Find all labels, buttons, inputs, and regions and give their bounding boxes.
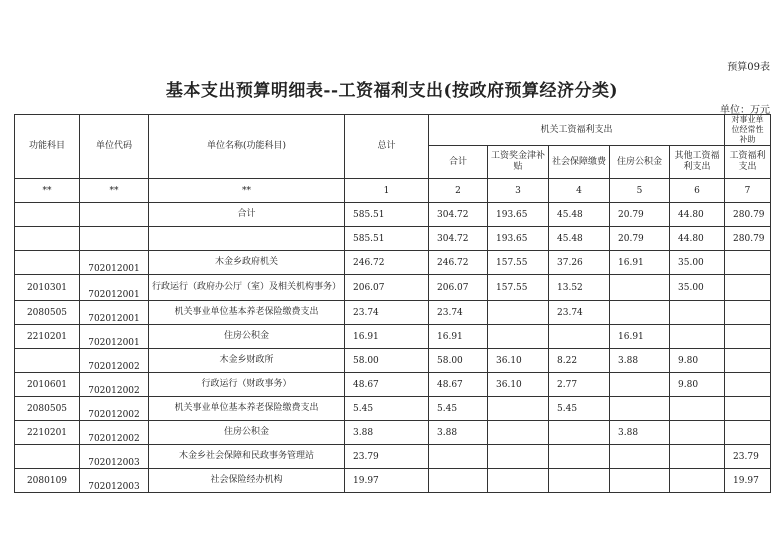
- amount-cell: 19.97: [345, 469, 429, 493]
- amount-cell: [725, 301, 771, 325]
- amount-cell: 16.91: [610, 325, 670, 349]
- header-subsidy: 工资福利支出: [725, 146, 771, 179]
- amount-cell: 3.88: [429, 421, 488, 445]
- unit-code-cell: 702012003: [80, 445, 149, 469]
- amount-cell: 206.07: [429, 275, 488, 301]
- amount-cell: 44.80: [670, 227, 725, 251]
- header-other: 其他工资福利支出: [670, 146, 725, 179]
- table-row: [15, 469, 771, 493]
- func-subject-cell: 2080505: [15, 397, 80, 421]
- amount-cell: 304.72: [429, 227, 488, 251]
- amount-cell: 23.74: [429, 301, 488, 325]
- amount-cell: [549, 469, 610, 493]
- amount-cell: [429, 469, 488, 493]
- header-subtotal: 合计: [429, 146, 488, 179]
- unit-code-cell: 702012001: [80, 301, 149, 325]
- amount-cell: [670, 301, 725, 325]
- amount-cell: [488, 469, 549, 493]
- amount-cell: 246.72: [429, 251, 488, 275]
- amount-cell: [488, 421, 549, 445]
- amount-cell: [725, 251, 771, 275]
- amount-cell: 20.79: [610, 227, 670, 251]
- unit-name-cell: 机关事业单位基本养老保险缴费支出: [149, 301, 345, 325]
- amount-cell: [725, 325, 771, 349]
- amount-cell: 585.51: [345, 227, 429, 251]
- amount-cell: [549, 445, 610, 469]
- unit-code-cell: 702012001: [80, 275, 149, 301]
- amount-cell: [429, 445, 488, 469]
- func-subject-cell: [15, 445, 80, 469]
- index-cell: 7: [725, 179, 771, 203]
- amount-cell: 23.74: [549, 301, 610, 325]
- amount-cell: 45.48: [549, 203, 610, 227]
- amount-cell: 304.72: [429, 203, 488, 227]
- unit-code-cell: 702012002: [80, 349, 149, 373]
- amount-cell: [488, 445, 549, 469]
- header-social: 社会保障缴费: [549, 146, 610, 179]
- index-cell: 3: [488, 179, 549, 203]
- header-unit-code: 单位代码: [80, 115, 149, 179]
- amount-cell: 280.79: [725, 203, 771, 227]
- unit-code-cell: 702012002: [80, 373, 149, 397]
- amount-cell: [725, 349, 771, 373]
- table-row: [15, 445, 771, 469]
- func-subject-cell: [15, 227, 80, 251]
- amount-cell: 35.00: [670, 275, 725, 301]
- table-row: [15, 325, 771, 349]
- amount-cell: [670, 325, 725, 349]
- amount-cell: 5.45: [429, 397, 488, 421]
- unit-name-cell: 机关事业单位基本养老保险缴费支出: [149, 397, 345, 421]
- amount-cell: 13.52: [549, 275, 610, 301]
- table-row: [15, 275, 771, 301]
- amount-cell: 23.79: [345, 445, 429, 469]
- amount-cell: 3.88: [610, 349, 670, 373]
- header-func-subject: 功能科目: [15, 115, 80, 179]
- amount-cell: [725, 397, 771, 421]
- index-cell: **: [149, 179, 345, 203]
- index-cell: **: [15, 179, 80, 203]
- amount-cell: 2.77: [549, 373, 610, 397]
- amount-cell: 23.79: [725, 445, 771, 469]
- table-row: [15, 349, 771, 373]
- amount-cell: [670, 397, 725, 421]
- unit-code-cell: 702012001: [80, 251, 149, 275]
- amount-cell: 16.91: [610, 251, 670, 275]
- header-group-org: 机关工资福利支出: [429, 115, 725, 146]
- unit-code-cell: 702012003: [80, 469, 149, 493]
- amount-cell: 8.22: [549, 349, 610, 373]
- index-row: [15, 179, 771, 203]
- unit-name-cell: 合计: [149, 203, 345, 227]
- unit-name-cell: [149, 227, 345, 251]
- unit-code-cell: 702012002: [80, 421, 149, 445]
- func-subject-cell: 2210201: [15, 421, 80, 445]
- header-total: 总计: [345, 115, 429, 179]
- index-cell: 2: [429, 179, 488, 203]
- index-cell: 6: [670, 179, 725, 203]
- unit-name-cell: 行政运行（财政事务）: [149, 373, 345, 397]
- table-row: [15, 301, 771, 325]
- amount-cell: 157.55: [488, 251, 549, 275]
- unit-code-cell: 702012001: [80, 325, 149, 349]
- unit-code-cell: 702012002: [80, 397, 149, 421]
- header-housing: 住房公积金: [610, 146, 670, 179]
- header-unit-name: 单位名称(功能科目): [149, 115, 345, 179]
- amount-cell: [610, 301, 670, 325]
- amount-cell: [725, 421, 771, 445]
- header-salary: 工资奖金津补贴: [488, 146, 549, 179]
- amount-cell: [610, 275, 670, 301]
- amount-cell: 23.74: [345, 301, 429, 325]
- func-subject-cell: 2210201: [15, 325, 80, 349]
- amount-cell: [670, 421, 725, 445]
- amount-cell: [610, 445, 670, 469]
- amount-cell: 9.80: [670, 349, 725, 373]
- func-subject-cell: 2010601: [15, 373, 80, 397]
- unit-name-cell: 住房公积金: [149, 421, 345, 445]
- form-code: 预算09表: [727, 62, 770, 73]
- amount-cell: 16.91: [429, 325, 488, 349]
- amount-cell: 9.80: [670, 373, 725, 397]
- index-cell: 1: [345, 179, 429, 203]
- amount-cell: 36.10: [488, 349, 549, 373]
- amount-cell: [610, 469, 670, 493]
- unit-name-cell: 住房公积金: [149, 325, 345, 349]
- amount-cell: 58.00: [429, 349, 488, 373]
- amount-cell: 48.67: [429, 373, 488, 397]
- amount-cell: [488, 397, 549, 421]
- amount-cell: 280.79: [725, 227, 771, 251]
- amount-cell: 3.88: [610, 421, 670, 445]
- unit-code-cell: [80, 227, 149, 251]
- amount-cell: [610, 397, 670, 421]
- amount-cell: 585.51: [345, 203, 429, 227]
- amount-cell: [610, 373, 670, 397]
- func-subject-cell: 2080505: [15, 301, 80, 325]
- table-row: [15, 397, 771, 421]
- unit-label: 单位：万元: [720, 105, 770, 116]
- amount-cell: [488, 325, 549, 349]
- budget-table: [14, 114, 771, 493]
- unit-name-cell: 社会保险经办机构: [149, 469, 345, 493]
- table-row: [15, 251, 771, 275]
- unit-name-cell: 木金乡财政所: [149, 349, 345, 373]
- amount-cell: [549, 325, 610, 349]
- amount-cell: 3.88: [345, 421, 429, 445]
- amount-cell: [725, 373, 771, 397]
- amount-cell: 19.97: [725, 469, 771, 493]
- table-row: [15, 203, 771, 227]
- amount-cell: 5.45: [345, 397, 429, 421]
- func-subject-cell: [15, 349, 80, 373]
- amount-cell: [488, 301, 549, 325]
- amount-cell: 48.67: [345, 373, 429, 397]
- index-cell: 5: [610, 179, 670, 203]
- table-row: [15, 373, 771, 397]
- amount-cell: 45.48: [549, 227, 610, 251]
- index-cell: 4: [549, 179, 610, 203]
- func-subject-cell: 2080109: [15, 469, 80, 493]
- amount-cell: 16.91: [345, 325, 429, 349]
- amount-cell: 157.55: [488, 275, 549, 301]
- amount-cell: [725, 275, 771, 301]
- amount-cell: 58.00: [345, 349, 429, 373]
- func-subject-cell: [15, 251, 80, 275]
- unit-name-cell: 木金乡社会保障和民政事务管理站: [149, 445, 345, 469]
- amount-cell: 36.10: [488, 373, 549, 397]
- amount-cell: 206.07: [345, 275, 429, 301]
- amount-cell: 37.26: [549, 251, 610, 275]
- page-title: 基本支出预算明细表--工资福利支出(按政府预算经济分类): [165, 81, 619, 101]
- unit-code-cell: [80, 203, 149, 227]
- table-row: [15, 421, 771, 445]
- amount-cell: [549, 421, 610, 445]
- amount-cell: 20.79: [610, 203, 670, 227]
- amount-cell: 44.80: [670, 203, 725, 227]
- amount-cell: 35.00: [670, 251, 725, 275]
- unit-name-cell: 行政运行（政府办公厅（室）及相关机构事务）: [149, 275, 345, 301]
- amount-cell: [670, 445, 725, 469]
- amount-cell: 5.45: [549, 397, 610, 421]
- amount-cell: 246.72: [345, 251, 429, 275]
- func-subject-cell: [15, 203, 80, 227]
- header-group-subsidy: 对事业单位经常性补助: [725, 115, 771, 146]
- table-row: [15, 227, 771, 251]
- amount-cell: [670, 469, 725, 493]
- amount-cell: 193.65: [488, 227, 549, 251]
- index-cell: **: [80, 179, 149, 203]
- func-subject-cell: 2010301: [15, 275, 80, 301]
- amount-cell: 193.65: [488, 203, 549, 227]
- unit-name-cell: 木金乡政府机关: [149, 251, 345, 275]
